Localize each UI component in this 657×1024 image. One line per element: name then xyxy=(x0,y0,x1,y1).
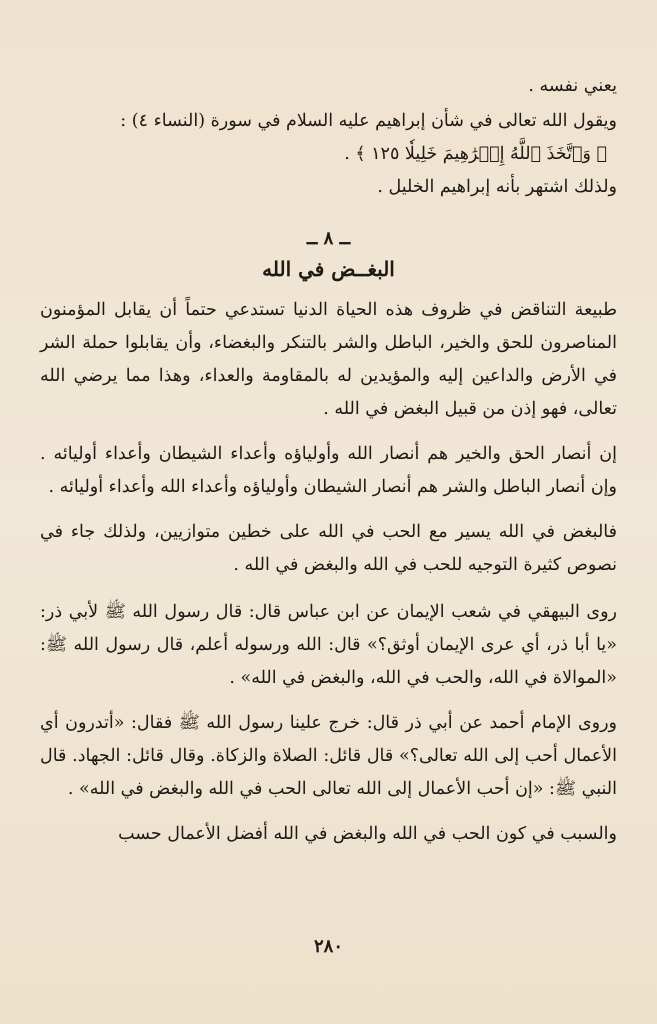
intro-line-2: ويقول الله تعالى في شأن إبراهيم عليه السلام في سورة (النساء ٤) : xyxy=(120,111,617,131)
paragraph-6: والسبب في كون الحب في الله والبغض في الله أفضل الأعمال حسب xyxy=(118,824,617,844)
intro-line-3: ولذلك اشتهر بأنه إبراهيم الخليل . xyxy=(377,177,617,197)
section-number: ــ ٨ ــ xyxy=(306,228,351,249)
page-number: ٢٨٠ xyxy=(313,936,343,957)
page-body xyxy=(40,70,617,851)
paragraph-4: روى البيهقي في شعب الإيمان عن ابن عباس قال: قال رسول الله ﷺ لأبي ذر: «يا أبا ذر، أي عرى الإيمان أوثق؟» قال: الله ورسوله أعلم، قال رسول الله ﷺ: «الموالاة في الله، والحب في الله، والبغض في الله» . xyxy=(40,602,617,688)
paragraph-3: فالبغض في الله يسير مع الحب في الله على خطين متوازيين، ولذلك جاء في نصوص كثيرة التوجيه للحب في الله والبغض في الله . xyxy=(40,522,617,575)
paragraph-2: إن أنصار الحق والخير هم أنصار الله وأولياؤه وأعداء الشيطان وأعداء أوليائه . وإن أنصار الباطل والشر هم أنصار الشيطان وأولياؤه وأعداء الله وأعداء أوليائه . xyxy=(40,444,617,497)
paragraph-5: وروى الإمام أحمد عن أبي ذر قال: خرج علينا رسول الله ﷺ فقال: «أتدرون أي الأعمال أحب إلى الله تعالى؟» قال قائل: الصلاة والزكاة. وقال قائل: الجهاد. قال النبي ﷺ: «إن أحب الأعمال إلى الله تعالى الحب في الله والبغض في الله» . xyxy=(40,713,617,799)
paragraph-1: طبيعة التناقض في ظروف هذه الحياة الدنيا تستدعي حتماً أن يقابل المؤمنون المناصرون للحق والخير، الباطل والشر بالتنكر والبغضاء، وأن يقابلوا حملة الشر في الأرض والداعين إليه والمؤيدين له بالمقاومة والعداء، وهذا مما يرضي الله تعالى، فهو إذن من قبيل البغض في الله . xyxy=(40,300,617,419)
quran-verse: ﴿ وَٱتَّخَذَ ٱللَّهُ إِبۡرَٰهِيمَ خَلِيلٗا ١٢٥ ﴾ . xyxy=(344,144,607,164)
intro-line-1: يعني نفسه . xyxy=(528,76,617,96)
section-title: البغــض في الله xyxy=(262,257,395,281)
